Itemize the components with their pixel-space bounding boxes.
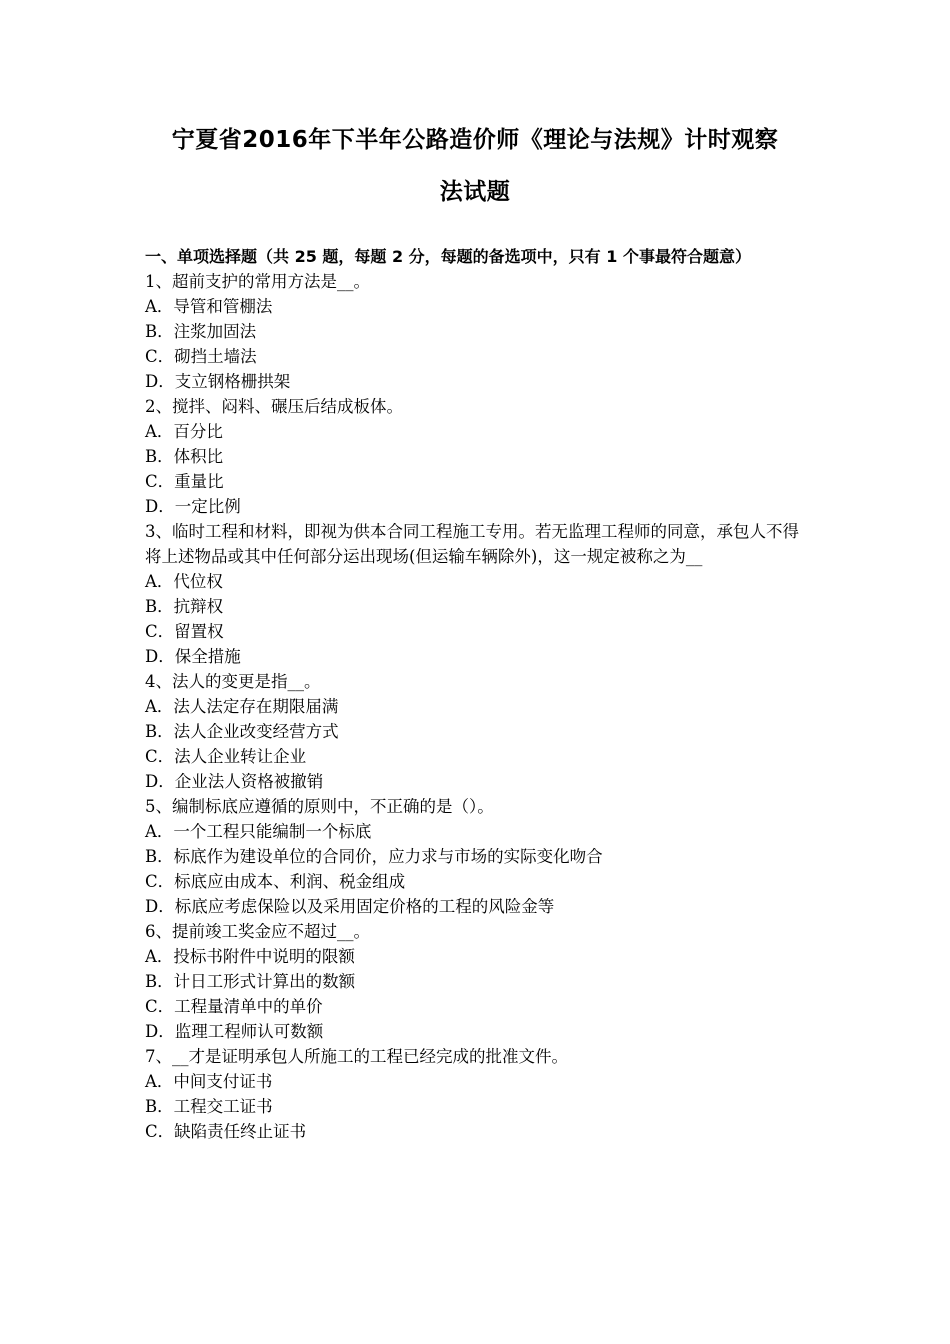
option-a: A．法人法定存在期限届满 xyxy=(145,697,339,716)
option-c: C．重量比 xyxy=(145,472,224,491)
option-c: C．标底应由成本、利润、税金组成 xyxy=(145,872,406,891)
question-2 xyxy=(145,394,810,519)
option-d: D．支立钢格栅拱架 xyxy=(145,372,291,391)
option-d: D．一定比例 xyxy=(145,497,241,516)
option-c: C．留置权 xyxy=(145,622,224,641)
question-3 xyxy=(145,519,810,669)
option-b: B．法人企业改变经营方式 xyxy=(145,722,339,741)
question-stem: 1、超前支护的常用方法是__。 xyxy=(145,272,370,291)
question-1 xyxy=(145,269,810,394)
question-stem: 3、临时工程和材料，即视为供本合同工程施工专用。若无监理工程师的同意，承包人不得将上述物品或其中任何部分运出现场(但运输车辆除外)，这一规定被称之为__ xyxy=(145,522,799,566)
option-a: A．一个工程只能编制一个标底 xyxy=(145,822,372,841)
option-a: A．导管和管棚法 xyxy=(145,297,273,316)
option-b: B．工程交工证书 xyxy=(145,1097,273,1116)
question-4 xyxy=(145,669,810,794)
option-d: D．标底应考虑保险以及采用固定价格的工程的风险金等 xyxy=(145,897,555,916)
document-title xyxy=(110,114,840,218)
question-stem: 6、提前竣工奖金应不超过__。 xyxy=(145,922,370,941)
option-c: C．砌挡土墙法 xyxy=(145,347,257,366)
option-a: A．百分比 xyxy=(145,422,223,441)
option-a: A．中间支付证书 xyxy=(145,1072,273,1091)
option-c: C．工程量清单中的单价 xyxy=(145,997,323,1016)
section-header: 一、单项选择题（共 25 题，每题 2 分，每题的备选项中，只有 1 个事最符合题意） xyxy=(145,247,751,266)
question-6 xyxy=(145,919,810,1044)
question-stem: 2、搅拌、闷料、碾压后结成板体。 xyxy=(145,397,403,416)
title-line-2: 法试题 xyxy=(439,179,511,205)
option-b: B．抗辩权 xyxy=(145,597,224,616)
title-line-1: 宁夏省2016年下半年公路造价师《理论与法规》计时观察 xyxy=(171,127,779,153)
question-7 xyxy=(145,1044,810,1144)
option-d: D．监理工程师认可数额 xyxy=(145,1022,324,1041)
question-5 xyxy=(145,794,810,919)
option-c: C．缺陷责任终止证书 xyxy=(145,1122,307,1141)
option-b: B．注浆加固法 xyxy=(145,322,257,341)
option-b: B．计日工形式计算出的数额 xyxy=(145,972,356,991)
option-a: A．投标书附件中说明的限额 xyxy=(145,947,355,966)
question-stem: 7、__才是证明承包人所施工的工程已经完成的批准文件。 xyxy=(145,1047,568,1066)
option-a: A．代位权 xyxy=(145,572,223,591)
question-stem: 4、法人的变更是指__。 xyxy=(145,672,321,691)
question-stem: 5、编制标底应遵循的原则中，不正确的是（）。 xyxy=(145,797,494,816)
option-d: D．企业法人资格被撤销 xyxy=(145,772,324,791)
option-b: B．标底作为建设单位的合同价，应力求与市场的实际变化吻合 xyxy=(145,847,603,866)
document-body xyxy=(145,244,810,1144)
option-d: D．保全措施 xyxy=(145,647,241,666)
option-b: B．体积比 xyxy=(145,447,224,466)
option-c: C．法人企业转让企业 xyxy=(145,747,307,766)
